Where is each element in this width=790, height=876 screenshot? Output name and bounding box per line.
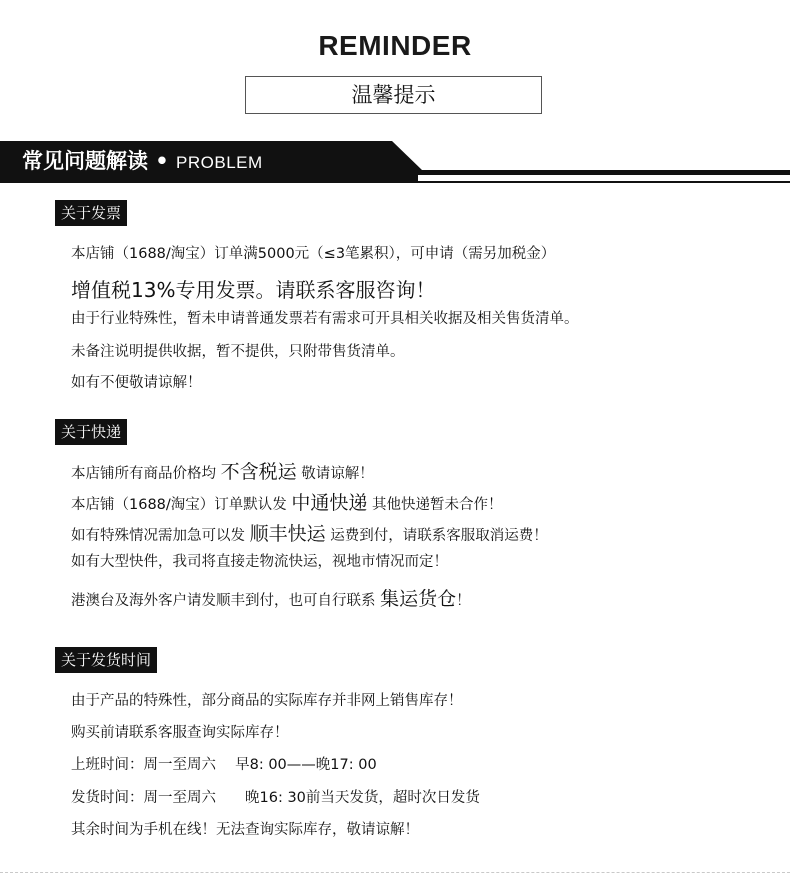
express-line-1-highlight: 不含税运 xyxy=(220,461,297,483)
express-line-2-c: 其他快递暂未合作！ xyxy=(367,497,503,513)
express-line-2 xyxy=(71,488,503,515)
express-line-5-c: ！ xyxy=(456,593,471,609)
invoice-line-2: 增值税13%专用发票。请联系客服咨询！ xyxy=(71,278,436,302)
express-line-1-a: 本店铺所有商品价格均 xyxy=(71,466,221,482)
express-line-2-a: 本店铺（1688/淘宝）订单默认发 xyxy=(71,497,292,513)
bottom-dashed-divider xyxy=(0,872,790,873)
express-line-3-a: 如有特殊情况需加急可以发 xyxy=(71,528,250,544)
banner-heading xyxy=(22,141,263,181)
express-line-4: 如有大型快件，我司将直接走物流快运，视地市情况而定！ xyxy=(71,554,448,570)
tag-express: 关于快递 xyxy=(55,419,127,445)
shipping-line-3: 上班时间：周一至周六 早8: 00——晚17: 00 xyxy=(71,757,377,773)
shipping-line-4: 发货时间：周一至周六 晚16: 30前当天发货，超时次日发货 xyxy=(71,790,480,806)
tag-shipping-time: 关于发货时间 xyxy=(55,647,157,673)
invoice-line-4: 未备注说明提供收据，暂不提供，只附带售货清单。 xyxy=(71,344,405,360)
invoice-line-5: 如有不便敬请谅解！ xyxy=(71,375,202,391)
express-line-3-highlight: 顺丰快运 xyxy=(249,523,326,545)
express-line-5-a: 港澳台及海外客户请发顺丰到付，也可自行联系 xyxy=(71,593,381,609)
express-line-5 xyxy=(71,584,471,611)
reminder-title: REMINDER xyxy=(318,30,472,61)
tag-invoice: 关于发票 xyxy=(55,200,127,226)
express-line-2-highlight: 中通快递 xyxy=(291,492,368,514)
express-line-5-highlight: 集运货仓 xyxy=(380,588,457,610)
shipping-line-5: 其余时间为手机在线！无法查询实际库存，敬请谅解！ xyxy=(71,822,419,838)
express-line-1 xyxy=(71,457,374,484)
problem-banner xyxy=(0,141,790,185)
shipping-line-1: 由于产品的特殊性，部分商品的实际库存并非网上销售库存！ xyxy=(71,693,463,709)
banner-title-en: PROBLEM xyxy=(176,153,263,172)
invoice-line-1: 本店铺（1688/淘宝）订单满5000元（≤3笔累积），可申请（需另加税金） xyxy=(71,246,556,262)
banner-title-zh: 常见问题解读 xyxy=(22,149,148,173)
invoice-line-3: 由于行业特殊性，暂未申请普通发票若有需求可开具相关收据及相关售货清单。 xyxy=(71,311,579,327)
shipping-line-2: 购买前请联系客服查询实际库存！ xyxy=(71,725,289,741)
express-line-3-c: 运费到付，请联系客服取消运费！ xyxy=(325,528,548,544)
express-line-3 xyxy=(71,519,548,546)
reminder-subtitle-box: 温馨提示 xyxy=(245,76,542,114)
banner-separator: • xyxy=(148,149,177,173)
express-line-1-c: 敬请谅解！ xyxy=(296,466,374,482)
